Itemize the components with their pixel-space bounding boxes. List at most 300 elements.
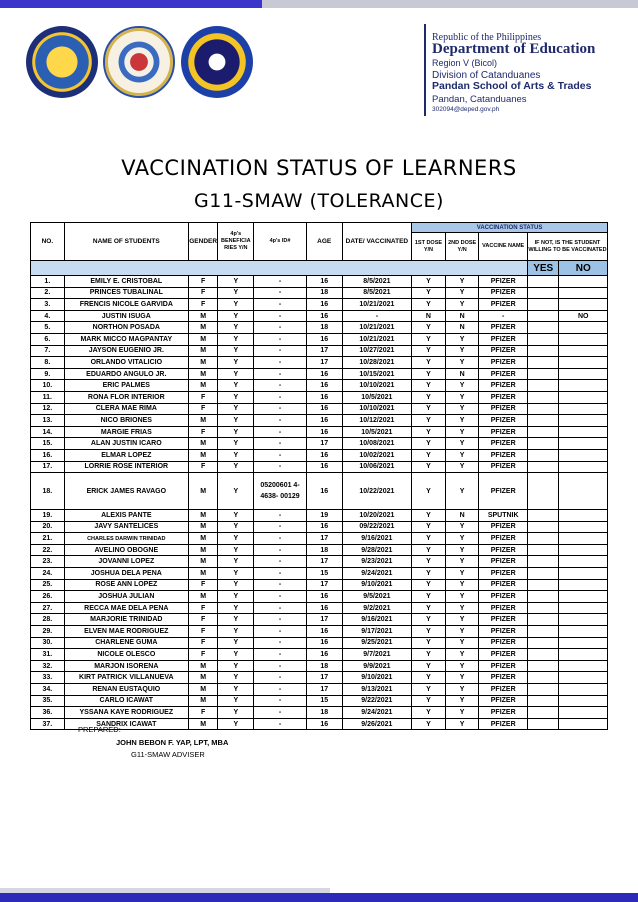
cell-dose2: Y: [445, 415, 479, 427]
cell-dose1: Y: [412, 591, 446, 603]
cell-no: 14.: [31, 426, 65, 438]
cell-no: 4.: [31, 310, 65, 322]
cell-date: 10/28/2021: [342, 357, 411, 369]
cell-name: ERIC PALMES: [64, 380, 188, 392]
cell-willing-no: [559, 591, 608, 603]
table-row: [31, 403, 608, 415]
cell-beneficiary: Y: [218, 473, 254, 510]
cell-vaccine: PFIZER: [479, 637, 527, 649]
cell-dose1: Y: [412, 556, 446, 568]
cell-beneficiary: Y: [218, 403, 254, 415]
cell-id: -: [254, 299, 307, 311]
page-title: VACCINATION STATUS OF LEARNERS: [121, 156, 517, 180]
table-row: [31, 695, 608, 707]
cell-gender: M: [188, 415, 217, 427]
cell-date: 9/9/2021: [342, 660, 411, 672]
cell-gender: F: [188, 707, 217, 719]
cell-willing-yes: [527, 521, 559, 533]
cell-id: -: [254, 438, 307, 450]
cell-dose1: Y: [412, 649, 446, 661]
signer-role: G11-SMAW ADVISER: [131, 750, 205, 759]
cell-no: 19.: [31, 510, 65, 522]
cell-vaccine: PFIZER: [479, 299, 527, 311]
cell-age: 16: [306, 591, 342, 603]
cell-name: KIRT PATRICK VILLANUEVA: [64, 672, 188, 684]
school-email: 302094@deped.gov.ph: [432, 106, 500, 113]
cell-id: -: [254, 403, 307, 415]
cell-no: 3.: [31, 299, 65, 311]
cell-willing-yes: [527, 568, 559, 580]
cell-willing-yes: [527, 299, 559, 311]
cell-date: 10/21/2021: [342, 333, 411, 345]
cell-age: 16: [306, 299, 342, 311]
cell-age: 16: [306, 637, 342, 649]
cell-vaccine: PFIZER: [479, 591, 527, 603]
table-row: [31, 568, 608, 580]
cell-willing-no: [559, 473, 608, 510]
cell-willing-yes: [527, 556, 559, 568]
cell-willing-no: [559, 614, 608, 626]
cell-name: RECCA MAE DELA PENA: [64, 602, 188, 614]
cell-dose1: Y: [412, 473, 446, 510]
prepared-label: PREPARED:: [78, 725, 121, 734]
cell-no: 33.: [31, 672, 65, 684]
table-row: [31, 660, 608, 672]
cell-willing-yes: [527, 660, 559, 672]
cell-no: 18.: [31, 473, 65, 510]
cell-dose2: Y: [445, 357, 479, 369]
table-row: [31, 521, 608, 533]
header-name: NAME OF STUDENTS: [64, 223, 188, 261]
cell-dose1: Y: [412, 380, 446, 392]
table-row: [31, 544, 608, 556]
cell-age: 16: [306, 276, 342, 288]
cell-beneficiary: Y: [218, 544, 254, 556]
cell-id: -: [254, 579, 307, 591]
cell-no: 32.: [31, 660, 65, 672]
table-row: [31, 310, 608, 322]
cell-gender: M: [188, 380, 217, 392]
cell-age: 16: [306, 521, 342, 533]
table-row: [31, 322, 608, 334]
cell-gender: F: [188, 649, 217, 661]
cell-date: 10/22/2021: [342, 473, 411, 510]
cell-willing-no: [559, 695, 608, 707]
cell-age: 18: [306, 707, 342, 719]
cell-dose2: Y: [445, 579, 479, 591]
cell-name: NICOLE OLESCO: [64, 649, 188, 661]
cell-id: -: [254, 276, 307, 288]
cell-dose2: Y: [445, 672, 479, 684]
cell-dose1: Y: [412, 391, 446, 403]
cell-dose1: Y: [412, 533, 446, 545]
cell-willing-yes: [527, 438, 559, 450]
cell-id: -: [254, 684, 307, 696]
cell-willing-no: [559, 333, 608, 345]
cell-gender: F: [188, 391, 217, 403]
table-row: [31, 415, 608, 427]
cell-date: 9/17/2021: [342, 626, 411, 638]
cell-gender: M: [188, 672, 217, 684]
cell-age: 16: [306, 391, 342, 403]
cell-dose2: Y: [445, 276, 479, 288]
cell-vaccine: PFIZER: [479, 684, 527, 696]
cell-dose2: Y: [445, 649, 479, 661]
cell-date: 10/15/2021: [342, 368, 411, 380]
cell-name: FRENCIS NICOLE GARVIDA: [64, 299, 188, 311]
cell-dose2: Y: [445, 461, 479, 473]
cell-dose1: Y: [412, 695, 446, 707]
cell-dose1: Y: [412, 333, 446, 345]
header-no: NO.: [31, 223, 65, 261]
cell-gender: M: [188, 533, 217, 545]
cell-age: 17: [306, 556, 342, 568]
cell-dose1: Y: [412, 345, 446, 357]
cell-dose1: Y: [412, 368, 446, 380]
cell-date: 10/20/2021: [342, 510, 411, 522]
cell-willing-yes: [527, 391, 559, 403]
cell-willing-no: [559, 345, 608, 357]
cell-age: 17: [306, 614, 342, 626]
cell-gender: M: [188, 473, 217, 510]
cell-age: 16: [306, 649, 342, 661]
cell-dose1: Y: [412, 449, 446, 461]
cell-age: 16: [306, 415, 342, 427]
table-row: [31, 637, 608, 649]
table-row: [31, 649, 608, 661]
cell-age: 16: [306, 380, 342, 392]
school-location: Pandan, Catanduanes: [432, 94, 527, 105]
cell-vaccine: PFIZER: [479, 533, 527, 545]
cell-vaccine: PFIZER: [479, 579, 527, 591]
cell-dose2: N: [445, 368, 479, 380]
cell-willing-no: [559, 718, 608, 730]
cell-no: 23.: [31, 556, 65, 568]
cell-dose2: Y: [445, 345, 479, 357]
cell-vaccine: PFIZER: [479, 426, 527, 438]
cell-willing-no: [559, 533, 608, 545]
cell-age: 16: [306, 426, 342, 438]
cell-name: JOVANNI LOPEZ: [64, 556, 188, 568]
cell-date: 10/06/2021: [342, 461, 411, 473]
cell-dose2: Y: [445, 556, 479, 568]
cell-id: -: [254, 368, 307, 380]
cell-age: 17: [306, 345, 342, 357]
cell-name: YSSANA KAYE RODRIGUEZ: [64, 707, 188, 719]
cell-date: 10/5/2021: [342, 426, 411, 438]
cell-beneficiary: Y: [218, 380, 254, 392]
cell-id: -: [254, 626, 307, 638]
cell-dose1: Y: [412, 672, 446, 684]
cell-dose2: Y: [445, 614, 479, 626]
cell-willing-no: [559, 449, 608, 461]
cell-age: 16: [306, 602, 342, 614]
cell-dose2: Y: [445, 695, 479, 707]
cell-age: 17: [306, 438, 342, 450]
cell-date: 9/7/2021: [342, 649, 411, 661]
cell-id: -: [254, 695, 307, 707]
cell-vaccine: PFIZER: [479, 287, 527, 299]
cell-beneficiary: Y: [218, 649, 254, 661]
cell-name: CLERA MAE RIMA: [64, 403, 188, 415]
cell-willing-no: [559, 544, 608, 556]
cell-id: -: [254, 672, 307, 684]
cell-no: 24.: [31, 568, 65, 580]
cell-gender: M: [188, 510, 217, 522]
cell-gender: F: [188, 602, 217, 614]
cell-age: 16: [306, 473, 342, 510]
cell-id: -: [254, 333, 307, 345]
cell-no: 5.: [31, 322, 65, 334]
cell-gender: M: [188, 684, 217, 696]
cell-id: 05200601 4-4638- 00129: [254, 473, 307, 510]
cell-name: NORTHON POSADA: [64, 322, 188, 334]
cell-dose1: Y: [412, 461, 446, 473]
cell-dose2: Y: [445, 533, 479, 545]
cell-vaccine: PFIZER: [479, 718, 527, 730]
table-row: [31, 287, 608, 299]
cell-dose1: Y: [412, 415, 446, 427]
cell-beneficiary: Y: [218, 568, 254, 580]
cell-id: -: [254, 415, 307, 427]
cell-gender: F: [188, 276, 217, 288]
header-divider: [424, 24, 426, 116]
cell-date: 9/22/2021: [342, 695, 411, 707]
table-row: [31, 672, 608, 684]
cell-willing-yes: [527, 287, 559, 299]
cell-date: 9/24/2021: [342, 568, 411, 580]
cell-id: -: [254, 614, 307, 626]
cell-no: 13.: [31, 415, 65, 427]
cell-age: 15: [306, 568, 342, 580]
cell-vaccine: PFIZER: [479, 333, 527, 345]
cell-vaccine: PFIZER: [479, 357, 527, 369]
cell-dose2: Y: [445, 684, 479, 696]
cell-willing-yes: [527, 707, 559, 719]
cell-vaccine: PFIZER: [479, 626, 527, 638]
school-name: Pandan School of Arts & Trades: [432, 80, 592, 92]
header-willing: IF NOT, IS THE STUDENT WILLING TO BE VACCINATED: [527, 233, 607, 261]
cell-date: -: [342, 310, 411, 322]
cell-dose2: Y: [445, 299, 479, 311]
cell-beneficiary: Y: [218, 556, 254, 568]
cell-dose1: Y: [412, 510, 446, 522]
table-row: [31, 299, 608, 311]
cell-dose2: Y: [445, 637, 479, 649]
cell-no: 16.: [31, 449, 65, 461]
cell-willing-yes: [527, 672, 559, 684]
cell-id: -: [254, 461, 307, 473]
cell-no: 35.: [31, 695, 65, 707]
cell-age: 18: [306, 660, 342, 672]
cell-dose1: Y: [412, 403, 446, 415]
page-subtitle: G11-SMAW (TOLERANCE): [194, 190, 444, 212]
cell-age: 15: [306, 695, 342, 707]
cell-id: -: [254, 426, 307, 438]
cell-id: -: [254, 602, 307, 614]
cell-dose1: Y: [412, 718, 446, 730]
cell-vaccine: PFIZER: [479, 521, 527, 533]
bottom-accent-bar: [0, 893, 638, 902]
cell-name: PRINCES TUBALINAL: [64, 287, 188, 299]
cell-willing-no: [559, 521, 608, 533]
table-row: [31, 438, 608, 450]
school-seal-icon: [181, 26, 253, 98]
cell-dose1: Y: [412, 637, 446, 649]
cell-dose2: Y: [445, 626, 479, 638]
cell-vaccine: PFIZER: [479, 649, 527, 661]
cell-id: -: [254, 449, 307, 461]
cell-vaccine: PFIZER: [479, 602, 527, 614]
cell-vaccine: PFIZER: [479, 614, 527, 626]
cell-vaccine: PFIZER: [479, 473, 527, 510]
cell-dose1: Y: [412, 276, 446, 288]
cell-id: -: [254, 533, 307, 545]
cell-willing-no: [559, 637, 608, 649]
cell-id: -: [254, 310, 307, 322]
department-name: Department of Education: [432, 41, 596, 57]
cell-no: 20.: [31, 521, 65, 533]
cell-id: -: [254, 649, 307, 661]
table-row: [31, 461, 608, 473]
cell-name: JAYSON EUGENIO JR.: [64, 345, 188, 357]
cell-date: 9/28/2021: [342, 544, 411, 556]
division-line: Division of Catanduanes: [432, 70, 541, 81]
header-spacer: [31, 261, 528, 276]
cell-vaccine: PFIZER: [479, 695, 527, 707]
table-row: [31, 449, 608, 461]
cell-willing-no: [559, 568, 608, 580]
cell-no: 25.: [31, 579, 65, 591]
cell-beneficiary: Y: [218, 672, 254, 684]
cell-willing-yes: [527, 695, 559, 707]
cell-age: 17: [306, 684, 342, 696]
cell-name: NICO BRIONES: [64, 415, 188, 427]
cell-dose1: Y: [412, 614, 446, 626]
cell-id: -: [254, 544, 307, 556]
cell-dose2: Y: [445, 438, 479, 450]
cell-no: 17.: [31, 461, 65, 473]
cell-willing-yes: [527, 345, 559, 357]
cell-name: EDUARDO ANGULO JR.: [64, 368, 188, 380]
table-row: [31, 426, 608, 438]
cell-no: 34.: [31, 684, 65, 696]
cell-age: 16: [306, 626, 342, 638]
cell-beneficiary: Y: [218, 357, 254, 369]
deped-seal-icon: [103, 26, 175, 98]
cell-gender: M: [188, 310, 217, 322]
cell-beneficiary: Y: [218, 333, 254, 345]
cell-name: CARLO ICAWAT: [64, 695, 188, 707]
cell-beneficiary: Y: [218, 426, 254, 438]
cell-beneficiary: Y: [218, 533, 254, 545]
cell-age: 18: [306, 322, 342, 334]
cell-name: ALEXIS PANTE: [64, 510, 188, 522]
cell-beneficiary: Y: [218, 415, 254, 427]
cell-dose1: Y: [412, 287, 446, 299]
cell-dose1: Y: [412, 660, 446, 672]
cell-name: MARJORIE TRINIDAD: [64, 614, 188, 626]
vaccination-table: [30, 222, 608, 730]
table-row: [31, 380, 608, 392]
cell-name: JUSTIN ISUGA: [64, 310, 188, 322]
table-row: [31, 684, 608, 696]
cell-date: 9/13/2021: [342, 684, 411, 696]
cell-id: -: [254, 391, 307, 403]
cell-willing-no: [559, 415, 608, 427]
cell-date: 10/08/2021: [342, 438, 411, 450]
cell-beneficiary: Y: [218, 579, 254, 591]
cell-beneficiary: Y: [218, 707, 254, 719]
cell-name: JOSHUA DELA PENA: [64, 568, 188, 580]
cell-name: ROSE ANN LOPEZ: [64, 579, 188, 591]
cell-willing-no: [559, 660, 608, 672]
cell-date: 8/5/2021: [342, 287, 411, 299]
cell-date: 10/02/2021: [342, 449, 411, 461]
cell-beneficiary: Y: [218, 718, 254, 730]
cell-dose2: Y: [445, 591, 479, 603]
header-no-label: NO: [559, 261, 608, 276]
table-row: [31, 357, 608, 369]
cell-dose2: Y: [445, 473, 479, 510]
cell-gender: M: [188, 591, 217, 603]
cell-beneficiary: Y: [218, 368, 254, 380]
cell-beneficiary: Y: [218, 660, 254, 672]
cell-willing-no: [559, 438, 608, 450]
cell-vaccine: PFIZER: [479, 368, 527, 380]
cell-dose1: Y: [412, 626, 446, 638]
cell-no: 30.: [31, 637, 65, 649]
cell-beneficiary: Y: [218, 614, 254, 626]
cell-willing-yes: [527, 591, 559, 603]
cell-beneficiary: Y: [218, 510, 254, 522]
cell-gender: M: [188, 345, 217, 357]
cell-willing-yes: [527, 310, 559, 322]
cell-no: 10.: [31, 380, 65, 392]
cell-no: 1.: [31, 276, 65, 288]
cell-name: CHARLENE GUMA: [64, 637, 188, 649]
cell-gender: M: [188, 322, 217, 334]
cell-vaccine: PFIZER: [479, 449, 527, 461]
cell-willing-yes: [527, 602, 559, 614]
cell-gender: M: [188, 556, 217, 568]
cell-vaccine: PFIZER: [479, 438, 527, 450]
cell-age: 19: [306, 510, 342, 522]
cell-willing-no: [559, 602, 608, 614]
cell-willing-yes: [527, 276, 559, 288]
cell-dose2: Y: [445, 391, 479, 403]
cell-willing-no: [559, 461, 608, 473]
cell-no: 11.: [31, 391, 65, 403]
cell-name: MARK MICCO MAGPANTAY: [64, 333, 188, 345]
cell-age: 18: [306, 544, 342, 556]
cell-beneficiary: Y: [218, 310, 254, 322]
cell-dose2: Y: [445, 660, 479, 672]
cell-age: 16: [306, 368, 342, 380]
table-body: [31, 276, 608, 730]
cell-gender: M: [188, 333, 217, 345]
cell-dose1: Y: [412, 568, 446, 580]
cell-beneficiary: Y: [218, 461, 254, 473]
cell-date: 9/25/2021: [342, 637, 411, 649]
cell-willing-yes: [527, 403, 559, 415]
cell-date: 9/26/2021: [342, 718, 411, 730]
cell-dose2: Y: [445, 568, 479, 580]
region-line: Region V (Bicol): [432, 58, 498, 68]
cell-willing-yes: [527, 718, 559, 730]
cell-gender: M: [188, 695, 217, 707]
cell-willing-yes: [527, 544, 559, 556]
